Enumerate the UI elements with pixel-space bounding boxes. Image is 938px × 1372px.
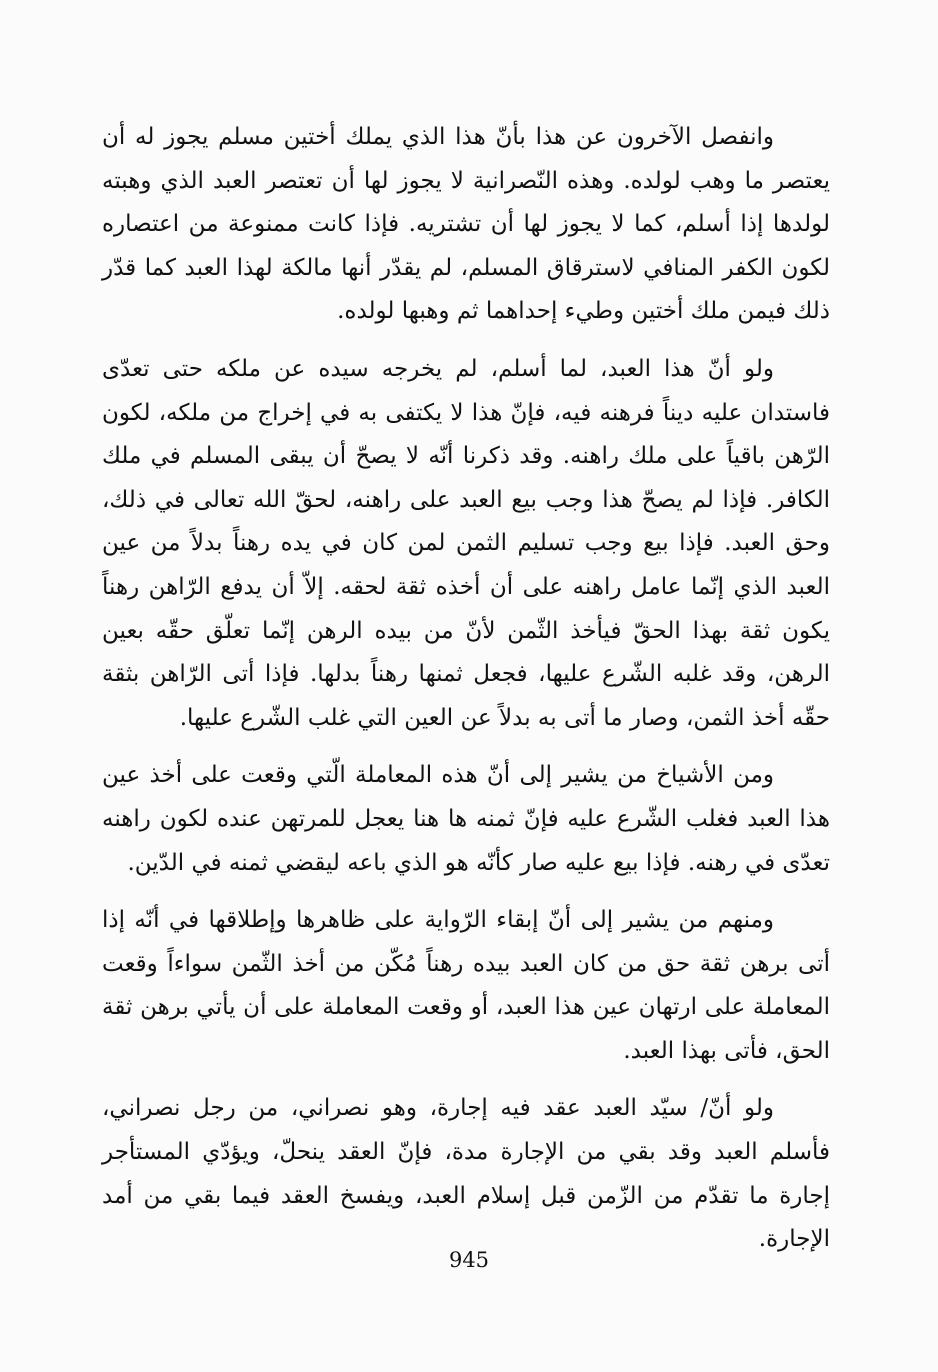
paragraph-5: ولو أنّ/ سيّد العبد عقد فيه إجارة، وهو نصراني، من رجل نصراني، فأسلم العبد وقد بقي من الإجارة مدة، فإنّ العقد ينحلّ، ويؤدّي المستأجر إجارة ما تقدّم من الزّمن قبل إسلام العبد، ويفسخ العقد فيما بقي من أمد الإجارة. — [102, 1095, 830, 1253]
page-number: 945 — [448, 1248, 490, 1272]
paragraph-3: ومن الأشياخ من يشير إلى أنّ هذه المعاملة الّتي وقعت على أخذ عين هذا العبد فغلب الشّرع عليه فإنّ ثمنه ها هنا يعجل للمرتهن عنده لكون راهنه تعدّى في رهنه. فإذا بيع عليه صار كأنّه هو الذي باعه ليقضي ثمنه في الدّين. — [102, 762, 830, 876]
body-text — [102, 116, 830, 1262]
paragraph-4: ومنهم من يشير إلى أنّ إبقاء الرّواية على ظاهرها وإطلاقها في أنّه إذا أتى برهن ثقة حق من كان العبد بيده رهناً مُكّن من أخذ الثّمن سواءاً وقعت المعاملة على ارتهان عين هذا العبد، أو وقعت المعاملة على أن يأتي برهن ثقة الحق، فأتى بهذا العبد. — [102, 907, 830, 1064]
paragraph-1: وانفصل الآخرون عن هذا بأنّ هذا الذي يملك أختين مسلم يجوز له أن يعتصر ما وهب لولده. وهذه النّصرانية لا يجوز لها أن تعتصر العبد الذي وهبته لولدها إذا أسلم، كما لا يجوز لها أن تشتريه. فإذا كانت ممنوعة من اعتصاره لكون الكفر المنافي لاسترقاق المسلم، لم يقدّر أنها مالكة لهذا العبد كما قدّر ذلك فيمن ملك أختين وطيء إحداهما ثم وهبها لولده. — [102, 124, 831, 325]
paragraph-2: ولو أنّ هذا العبد، لما أسلم، لم يخرجه سيده عن ملكه حتى تعدّى فاستدان عليه ديناً فرهنه فيه، فإنّ هذا لا يكتفى به في إخراج من ملكه، لكون الرّهن باقياً على ملك راهنه. وقد ذكرنا أنّه لا يصحّ أن يبقى المسلم في ملك الكافر. فإذا لم يصحّ هذا وجب بيع العبد على راهنه، لحقّ الله تعالى في ذلك، وحق العبد. فإذا بيع وجب تسليم الثمن لمن كان في يده رهناً بدلاً من عين العبد الذي إنّما عامل راهنه على أن أخذه ثقة لحقه. إلاّ أن يدفع الرّاهن رهناً يكون ثقة بهذا الحقّ فيأخذ الثّمن لأنّ من بيده الرهن إنّما تعلّق حقّه بعين الرهن، وقد غلبه الشّرع عليها، فجعل ثمنها رهناً بدلها. فإذا أتى الرّاهن بثقة حقّه أخذ الثمن، وصار ما أتى به بدلاً عن العين التي غلب الشّرع عليها. — [102, 355, 830, 731]
